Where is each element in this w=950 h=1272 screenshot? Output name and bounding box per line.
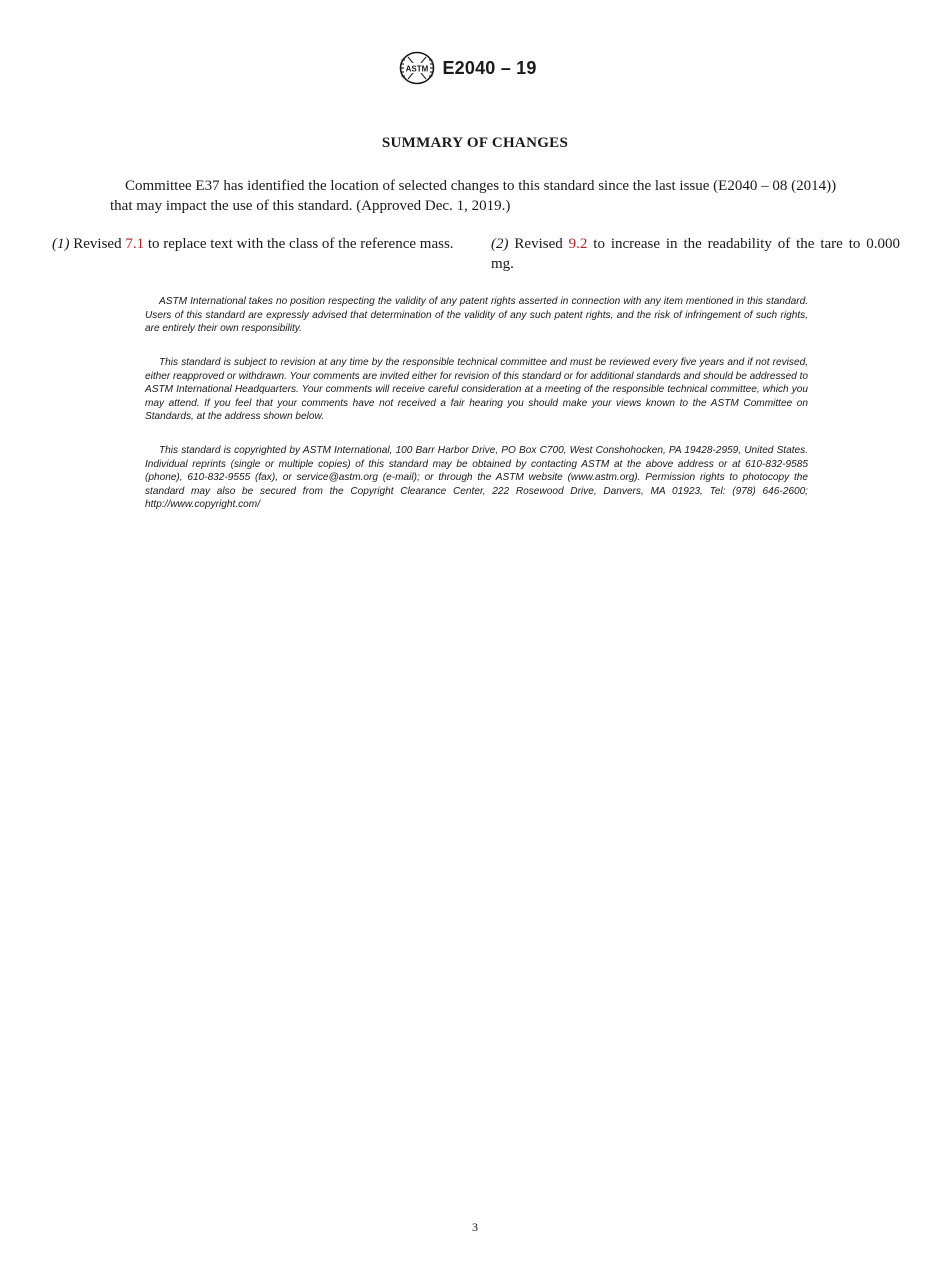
changes-list [52,235,900,274]
standard-designation: E2040 – 19 [442,57,537,78]
astm-logo-icon [399,51,435,85]
summary-intro-paragraph: Committee E37 has identified the location of selected changes to this standard since the last issue (E2040 – 08 (2014)) that may impact the use of this standard. (Approved Dec. 1, 2019.) [110,178,837,214]
change-description: to increase in the readability of the tare to 0.000 mg. [491,236,901,272]
section-reference-link[interactable]: 9.2 [568,236,588,252]
summary-of-changes-title: SUMMARY OF CHANGES [381,135,569,151]
patent-rights-notice: ASTM International takes no position respecting the validity of any patent rights asserted in connection with any item mentioned in this standard. Users of this standard are expressly advised that determination of the validity of any such patent rights, and the risk of infringement of such rights, are entirely their own responsibility. [145,296,808,335]
change-number: (1) [52,236,70,252]
change-prefix: Revised [514,236,563,252]
svg-text:ASTM: ASTM [406,64,429,74]
change-number: (2) [491,236,509,252]
change-item [491,235,900,274]
change-prefix: Revised [73,236,122,252]
page-number: 3 [472,1220,478,1234]
document-header [0,51,950,85]
change-item [52,235,461,274]
copyright-notice: This standard is copyrighted by ASTM International, 100 Barr Harbor Drive, PO Box C700, West Conshohocken, PA 19428-2959, United States. Individual reprints (single or multiple copies) of this standard may be obtained by contacting ASTM at the above address or at 610-832-9585 (phone), 610-832-9555 (fax), or service@astm.org (e-mail); or through the ASTM website (www.astm.org). Permission rights to photocopy the standard may also be secured from the Copyright Clearance Center, 222 Rosewood Drive, Danvers, MA 01923, Tel: (978) 646-2600; http://www.copyright.com/ [145,445,808,511]
section-reference-link[interactable]: 7.1 [125,236,145,252]
revision-notice: This standard is subject to revision at any time by the responsible technical committee and must be reviewed every five years and if not revised, either reapproved or withdrawn. Your comments are invited either for revision of this standard or for additional standards and should be addressed to ASTM International Headquarters. Your comments will receive careful consideration at a meeting of the responsible technical committee, which you may attend. If you feel that your comments have not received a fair hearing you should make your views known to the ASTM Committee on Standards, at the address shown below. [145,357,809,423]
change-description: to replace text with the class of the reference mass. [147,236,454,252]
